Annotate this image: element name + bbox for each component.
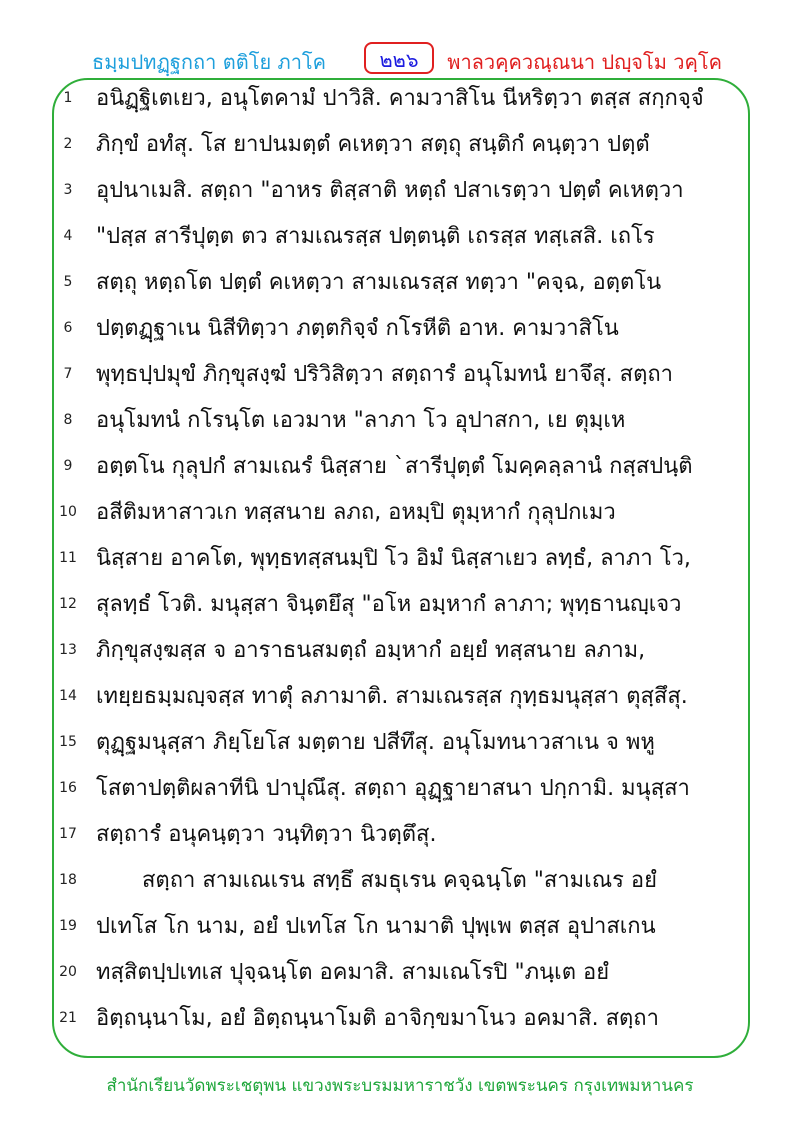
line-number: 12 [59, 596, 77, 612]
line-number: 18 [59, 872, 77, 888]
line-text: นิสฺสาย อาคโต, พุทฺธทสฺสนมฺปิ โว อิมํ นิสฺสาเยว ลทฺธํ, ลาภา โว, [96, 546, 691, 571]
line-number: 20 [59, 964, 77, 980]
text-line [0, 122, 800, 168]
line-text: อสีติมหาสาวเก ทสฺสนาย ลภถ, อหมฺปิ ตุมฺหากํ กุลุปกเมว [96, 500, 616, 525]
line-number: 14 [59, 688, 77, 704]
line-text: ปเทโส โก นาม, อยํ ปเทโส โก นามาติ ปุพฺเพ ตสฺส อุปาสเกน [96, 914, 656, 939]
line-number: 6 [63, 320, 73, 336]
text-line [0, 812, 800, 858]
text-line [0, 858, 800, 904]
page-number: ๒๒๖ [364, 42, 434, 74]
text-line [0, 444, 800, 490]
page-header [0, 40, 800, 80]
text-line [0, 306, 800, 352]
text-line [0, 398, 800, 444]
text-line [0, 904, 800, 950]
text-line [0, 996, 800, 1042]
page-footer: สำนักเรียนวัดพระเชตุพน แขวงพระบรมมหาราชวัง เขตพระนคร กรุงเทพมหานคร [106, 1076, 694, 1096]
line-number: 5 [63, 274, 73, 290]
line-number: 21 [59, 1010, 77, 1026]
line-text: สตฺถา สามเณเรน สทฺธึ สมธุเรน คจฺฉนฺโต "สามเณร อยํ [142, 868, 658, 893]
line-text: ตุฏฺฐมนุสฺสา ภิยฺโยโส มตฺตาย ปสีทึสุ. อนุโมทนาวสาเน จ พหู [96, 730, 655, 755]
text-line [0, 720, 800, 766]
line-text: ปตฺตฏฺฐาเน นิสีทิตฺวา ภตฺตกิจฺจํ กโรหีติ อาห. คามวาสิโน [96, 316, 619, 341]
text-line [0, 76, 800, 122]
text-line [0, 168, 800, 214]
line-number: 15 [59, 734, 77, 750]
line-text: "ปสฺส สารีปุตฺต ตว สามเณรสฺส ปตฺตนฺติ เถรสฺส ทสฺเสสิ. เถโร [96, 224, 655, 249]
line-text: สตฺถุ หตฺถโต ปตฺตํ คเหตฺวา สามเณรสฺส ทตฺวา "คจฺฉ, อตฺตโน [96, 270, 662, 295]
line-text: อนุโมทนํ กโรนฺโต เอวมาห "ลาภา โว อุปาสกา, เย ตุมฺเห [96, 408, 626, 433]
line-number: 2 [63, 136, 73, 152]
text-line [0, 260, 800, 306]
text-line [0, 490, 800, 536]
line-number: 1 [63, 90, 73, 106]
line-number: 11 [59, 550, 77, 566]
text-line [0, 582, 800, 628]
text-line [0, 766, 800, 812]
text-line [0, 352, 800, 398]
book-title: ธมฺมปทฏฺฐกถา ตติโย ภาโค [92, 50, 327, 74]
line-number: 7 [63, 366, 73, 382]
text-line [0, 536, 800, 582]
chapter-title: พาลวคฺควณฺณนา ปญฺจโม วคฺโค [447, 50, 722, 74]
line-number: 10 [59, 504, 77, 520]
line-number: 16 [59, 780, 77, 796]
text-line [0, 214, 800, 260]
line-number: 9 [63, 458, 73, 474]
text-line [0, 674, 800, 720]
line-number: 17 [59, 826, 77, 842]
line-text: เทยฺยธมฺมญฺจสฺส ทาตุํ ลภามาติ. สามเณรสฺส กุทฺธมนุสฺสา ตุสฺสึสุ. [96, 684, 688, 709]
line-text: สุลทฺธํ โวติ. มนุสฺสา จินฺตยึสุ "อโห อมฺหากํ ลาภา; พุทฺธานญฺเจว [96, 592, 682, 617]
text-line [0, 628, 800, 674]
line-number: 8 [63, 412, 73, 428]
line-text: อนิฏฺฐิเตเยว, อนุโตคามํ ปาวิสิ. คามวาสิโน นีหริตฺวา ตสฺส สกฺกจฺจํ [96, 86, 704, 111]
line-number: 3 [63, 182, 73, 198]
line-text: อิตฺถนฺนาโม, อยํ อิตฺถนฺนาโมติ อาจิกฺขมาโนว อคมาสิ. สตฺถา [96, 1006, 659, 1031]
line-number: 4 [63, 228, 73, 244]
line-text: อตฺตโน กุลุปกํ สามเณรํ นิสฺสาย `สารีปุตฺตํ โมคฺคลฺลานํ กสฺสปนฺติ [96, 454, 693, 479]
line-text: อุปนาเมสิ. สตฺถา "อาหร ติสฺสาติ หตฺถํ ปสาเรตฺวา ปตฺตํ คเหตฺวา [96, 178, 684, 203]
line-number: 13 [59, 642, 77, 658]
line-text: พุทฺธปฺปมุขํ ภิกฺขุสงฺฆํ ปริวิสิตฺวา สตฺถารํ อนุโมทนํ ยาจึสุ. สตฺถา [96, 362, 674, 387]
line-text: ทสฺสิตปฺปเทเส ปุจฺฉนฺโต อคมาสิ. สามเณโรปิ "ภนฺเต อยํ [96, 960, 610, 985]
line-text: โสตาปตฺติผลาทีนิ ปาปุณึสุ. สตฺถา อุฏฺฐายาสนา ปกฺกามิ. มนุสฺสา [96, 776, 690, 801]
line-text: สตฺถารํ อนุคนฺตฺวา วนฺทิตฺวา นิวตฺตึสุ. [96, 822, 437, 847]
line-text: ภิกฺขุสงฺฆสฺส จ อาราธนสมตฺถํ อมฺหากํ อยฺยํ ทสฺสนาย ลภาม, [96, 638, 646, 663]
line-text: ภิกฺขํ อทํสุ. โส ยาปนมตฺตํ คเหตฺวา สตฺถุ สนฺติกํ คนฺตฺวา ปตฺตํ [96, 132, 650, 157]
line-number: 19 [59, 918, 77, 934]
text-line [0, 950, 800, 996]
